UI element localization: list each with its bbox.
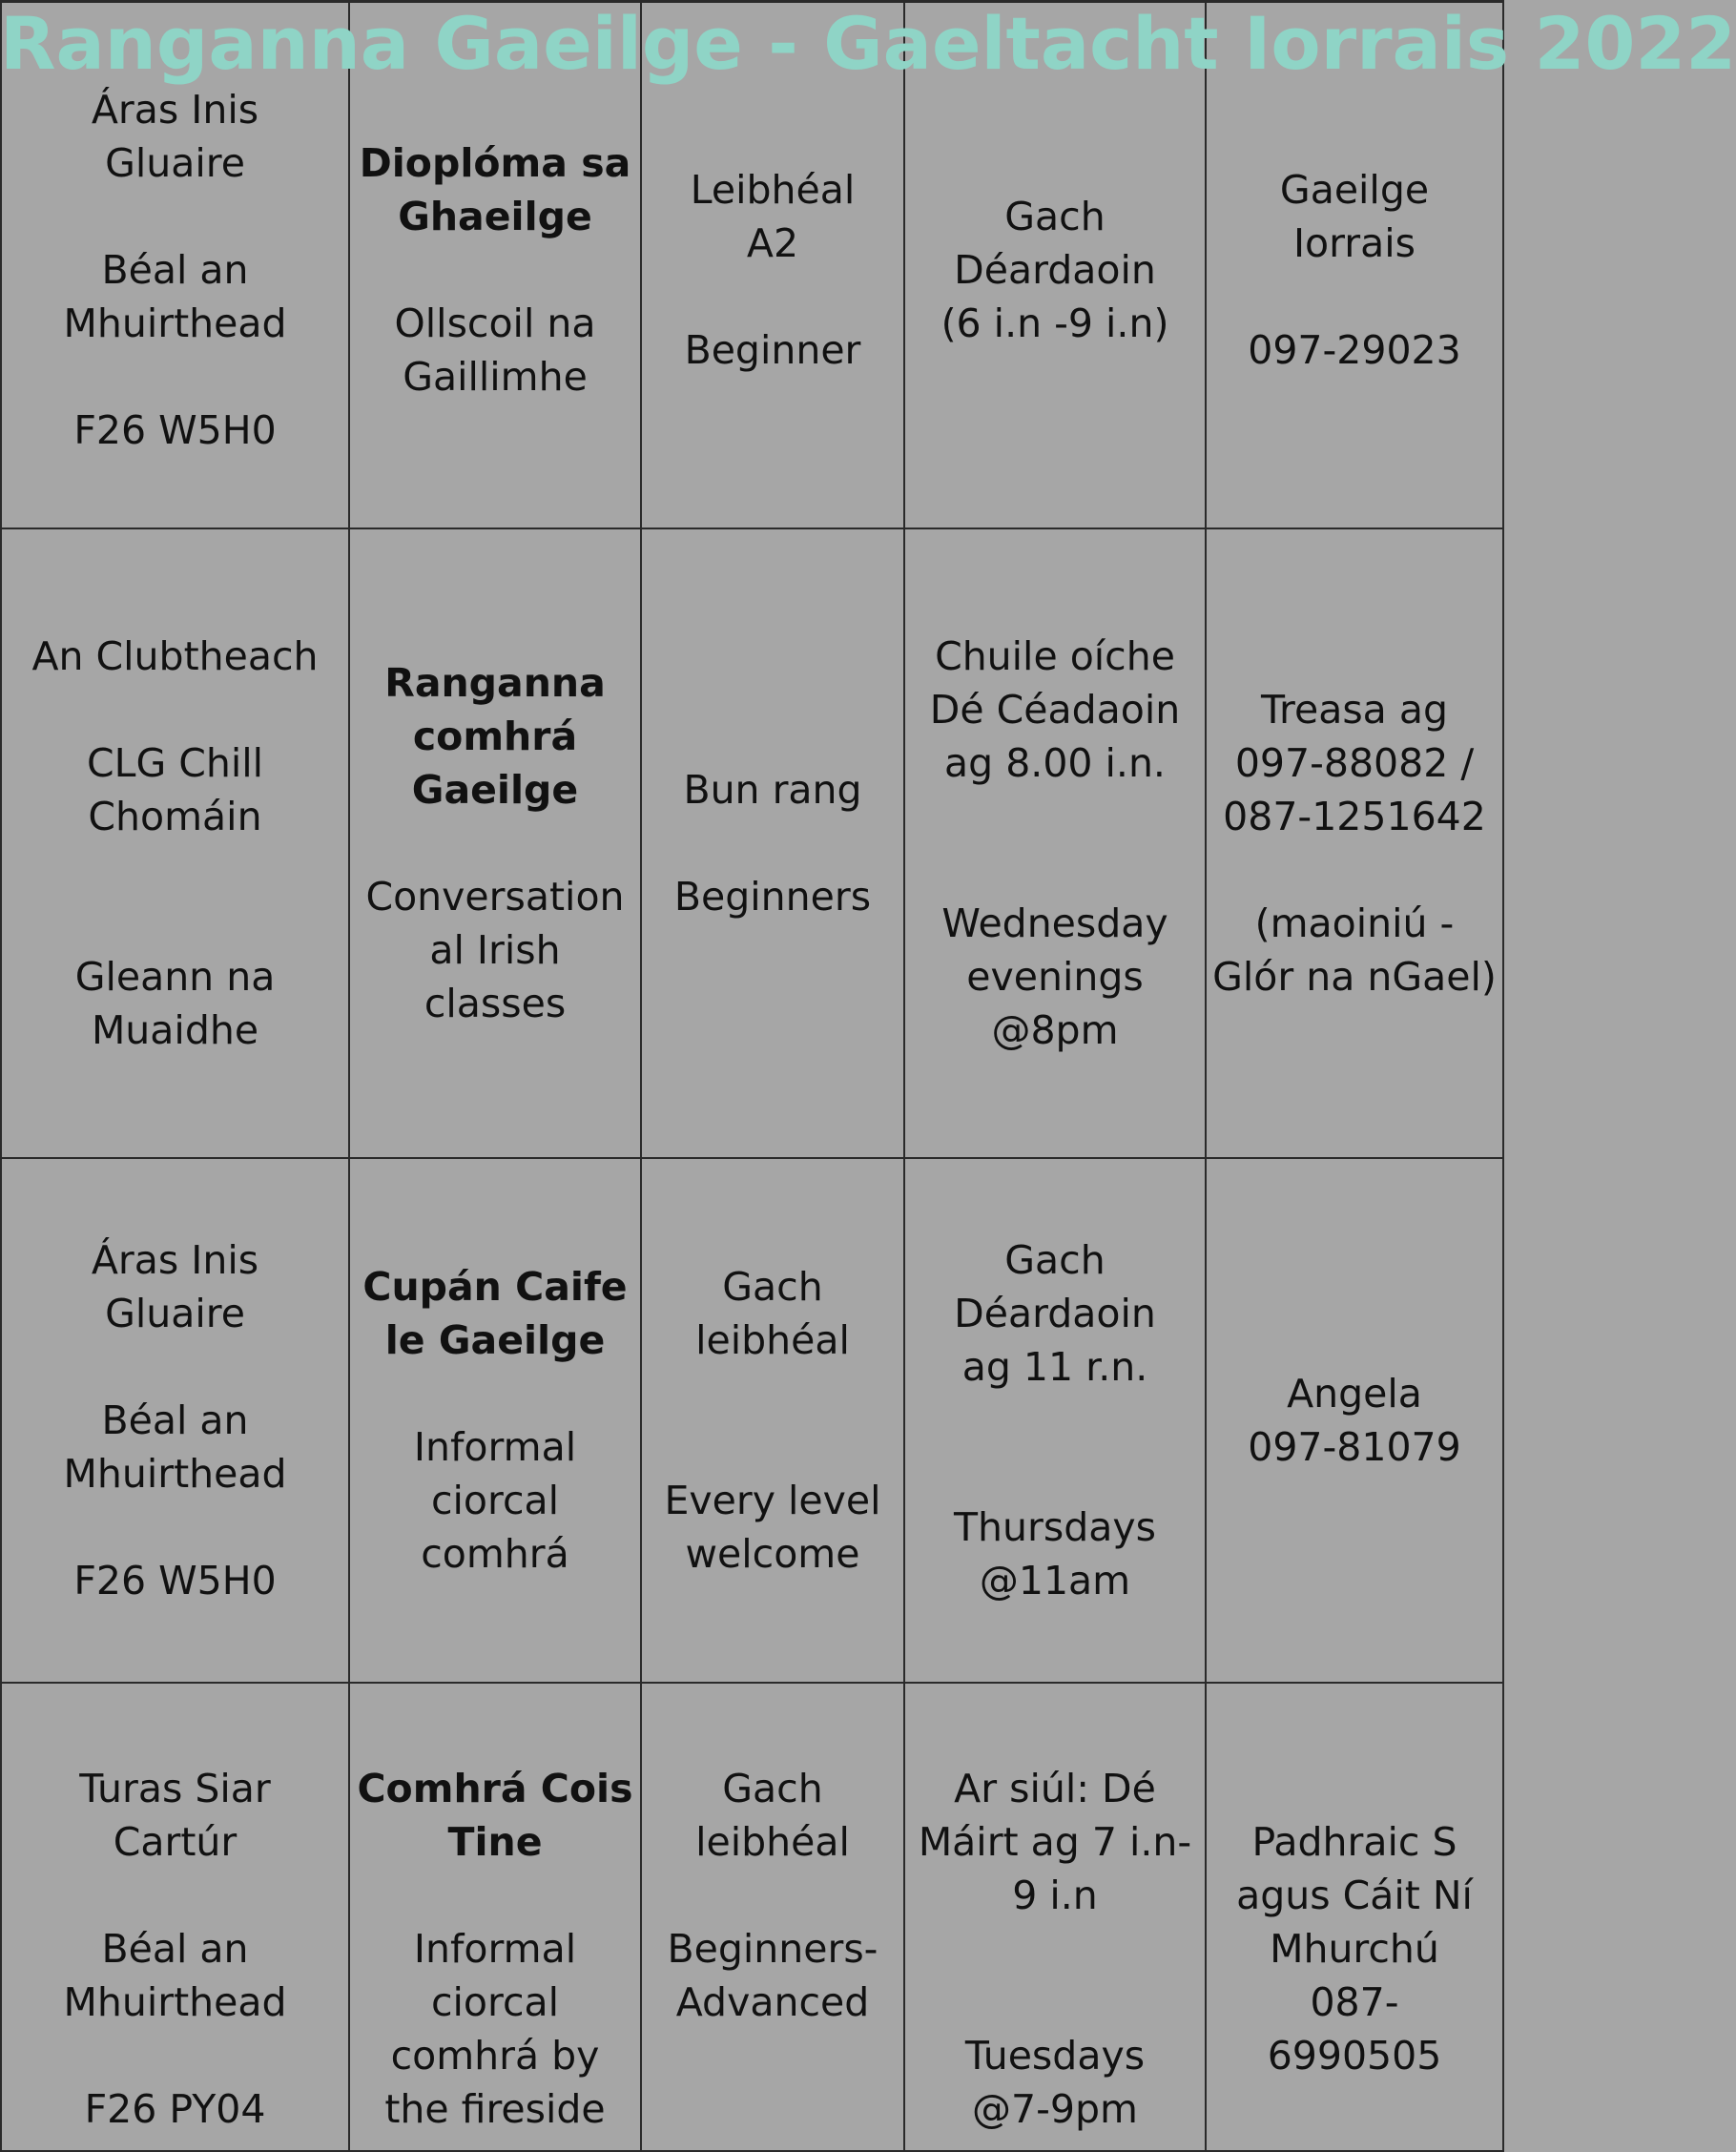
venue-cell [1,1683,349,2151]
level-text: Gach leibhéal Every level welcome [664,1264,881,1577]
schedule-cell [904,1158,1206,1683]
venue-text: Áras Inis Gluaire Béal an Mhuirthead F26 W5H0 [63,1237,287,1604]
course-cell [349,1158,641,1683]
contact-cell [1206,1683,1503,2151]
venue-cell [1,1158,349,1683]
table-row [1,1158,1503,1683]
course-name: Dioplóma sa Ghaeilge [359,140,631,239]
level-text: Gach leibhéal Beginners- Advanced [667,1766,878,2025]
schedule-text: Gach Déardaoin (6 i.n -9 i.n) [940,194,1169,346]
course-description: Conversation al Irish classes [365,874,625,1026]
contact-text: Gaeilge Iorrais 097-29023 [1248,167,1461,373]
level-text: Bun rang Beginners [673,767,872,920]
table-row [1,1683,1503,2151]
venue-cell [1,528,349,1158]
contact-cell [1206,528,1503,1158]
contact-cell [1206,1158,1503,1683]
contact-text: Angela 097-81079 [1248,1371,1461,1470]
schedule-cell [904,528,1206,1158]
level-cell [641,528,904,1158]
course-name: Comhrá Cois Tine [357,1766,633,1865]
course-cell [349,1683,641,2151]
contact-text: Treasa ag 097-88082 / 087-1251642 (maoiniú - Glór na nGael) [1212,687,1497,1000]
level-cell [641,1683,904,2151]
level-cell [641,2,904,529]
page-title: Ranganna Gaeilge - Gaeltacht Iorrais 2022 [0,1,1736,86]
venue-text: An Clubtheach CLG Chill Chomáin Gleann na Muaidhe [31,633,319,1053]
table-row [1,2,1503,529]
schedule-text: Gach Déardaoin ag 11 r.n. Thursdays @11am [953,1237,1156,1604]
course-cell [349,528,641,1158]
schedule-cell [904,2,1206,529]
course-description: Ollscoil na Gaillimhe [394,300,596,400]
course-description: Informal ciorcal comhrá [413,1424,577,1577]
table-row [1,528,1503,1158]
course-name: Cupán Caife le Gaeilge [362,1264,628,1363]
schedule-text: Chuile oíche Dé Céadaoin ag 8.00 i.n. Wednesday evenings @8pm [929,633,1181,1053]
contact-text: Padhraic S agus Cáit Ní Mhurchú 087- 6990505 [1236,1819,1473,2079]
schedule-text: Ar siúl: Dé Máirt ag 7 i.n- 9 i.n Tuesdays @7-9pm [918,1766,1192,2132]
venue-text: Áras Inis Gluaire Béal an Mhuirthead F26 W5H0 [63,87,287,453]
course-name: Ranganna comhrá Gaeilge [384,660,606,813]
level-text: Leibhéal A2 Beginner [684,167,861,373]
course-description: Informal ciorcal comhrá by the fireside [384,1926,606,2132]
venue-text: Turas Siar Cartúr Béal an Mhuirthead F26 PY04 [63,1766,287,2132]
schedule-cell [904,1683,1206,2151]
course-cell [349,2,641,529]
level-cell [641,1158,904,1683]
venue-cell [1,2,349,529]
contact-cell [1206,2,1503,529]
